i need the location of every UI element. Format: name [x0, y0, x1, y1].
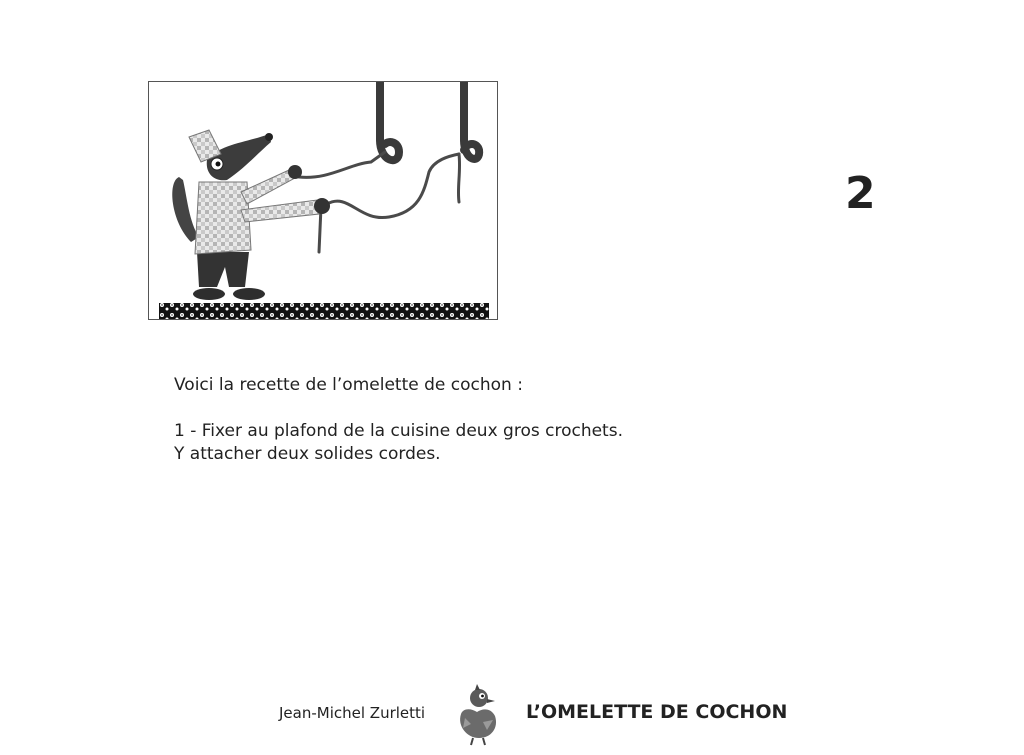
footer-book-title: L’OMELETTE DE COCHON — [526, 701, 788, 723]
wolf-hand-lower — [314, 198, 330, 214]
wolf-chef-drawing — [149, 82, 498, 320]
wolf-pants — [197, 252, 249, 287]
wolf-foot-left — [193, 288, 225, 300]
hook-left — [380, 82, 399, 160]
wolf-arm-lower — [241, 200, 319, 222]
ground-strip — [159, 303, 489, 320]
recipe-intro: Voici la recette de l’omelette de cochon : — [174, 375, 523, 395]
recipe-text — [174, 374, 734, 466]
wolf-arm-upper — [241, 170, 295, 204]
wolf-hand-upper — [288, 165, 302, 179]
wolf-head — [207, 134, 271, 180]
hook-right — [464, 82, 479, 159]
recipe-step-line-2: Y attacher deux solides cordes. — [174, 444, 441, 464]
page-number: 2 — [845, 168, 876, 219]
footer-author: Jean-Michel Zurletti — [279, 704, 426, 722]
wolf-tail — [172, 177, 199, 242]
illustration-wolf-chef — [148, 81, 498, 320]
bird-icon — [453, 684, 503, 746]
wolf-foot-right — [233, 288, 265, 300]
recipe-step-line-1: 1 - Fixer au plafond de la cuisine deux gros crochets. — [174, 421, 623, 441]
